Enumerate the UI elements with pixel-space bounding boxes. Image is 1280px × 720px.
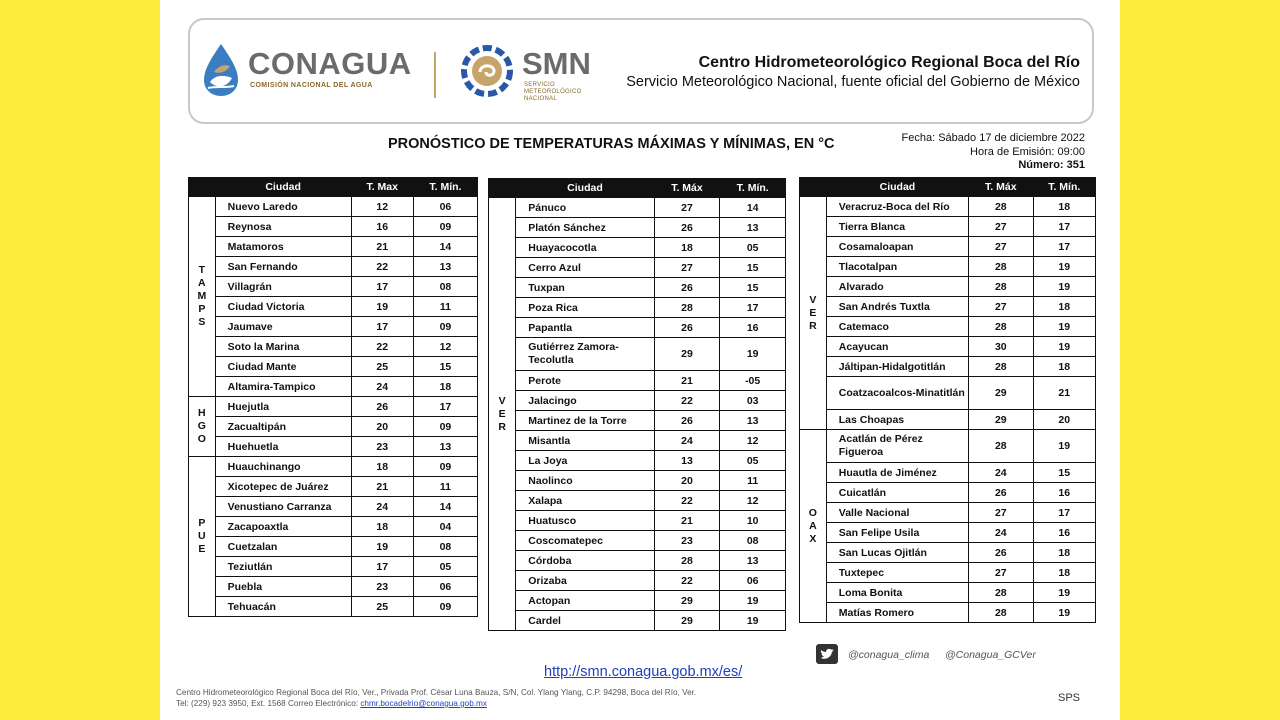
max-temp-cell: 27 [654, 258, 720, 278]
max-temp-cell: 19 [351, 297, 413, 317]
max-temp-cell: 22 [654, 571, 720, 591]
city-cell: Venustiano Carranza [215, 497, 351, 517]
table-row [189, 217, 478, 237]
max-temp-cell: 29 [654, 611, 720, 631]
max-temp-cell: 28 [969, 430, 1033, 463]
city-cell: Papantla [516, 318, 654, 338]
min-temp-cell: 19 [1033, 430, 1095, 463]
min-temp-cell: 17 [1033, 217, 1095, 237]
footer-contact [176, 699, 487, 708]
table-header-row [800, 178, 1096, 197]
max-temp-cell: 27 [969, 563, 1033, 583]
city-cell: Teziutlán [215, 557, 351, 577]
min-temp-cell: 04 [413, 517, 477, 537]
table-row [800, 277, 1096, 297]
max-temp-cell: 28 [969, 357, 1033, 377]
max-temp-cell: 28 [969, 277, 1033, 297]
min-temp-cell: 09 [413, 417, 477, 437]
city-cell: Huejutla [215, 397, 351, 417]
max-temp-cell: 17 [351, 317, 413, 337]
table-row [489, 591, 786, 611]
max-temp-cell: 26 [654, 411, 720, 431]
city-cell: Perote [516, 371, 654, 391]
state-label: T A M P S [189, 197, 216, 397]
city-cell: Martinez de la Torre [516, 411, 654, 431]
city-cell: Alvarado [826, 277, 968, 297]
min-temp-cell: 16 [720, 318, 786, 338]
table-row [489, 531, 786, 551]
table-row [489, 411, 786, 431]
min-header: T. Mín. [720, 179, 786, 198]
min-header: T. Mín. [1033, 178, 1095, 197]
max-temp-cell: 22 [351, 257, 413, 277]
table-row [800, 463, 1096, 483]
min-temp-cell: 16 [1033, 523, 1095, 543]
max-temp-cell: 28 [969, 257, 1033, 277]
city-cell: Platón Sánchez [516, 218, 654, 238]
city-header: Ciudad [826, 178, 968, 197]
city-cell: Cuetzalan [215, 537, 351, 557]
issue-time: Hora de Emisión: 09:00 [970, 145, 1085, 158]
forecast-table-2 [488, 178, 786, 631]
smn-website-link[interactable]: http://smn.conagua.gob.mx/es/ [544, 664, 743, 680]
table-row [189, 457, 478, 477]
city-cell: Tlacotalpan [826, 257, 968, 277]
min-temp-cell: 11 [413, 297, 477, 317]
twitter-handle-gcver[interactable]: @Conagua_GCVer [945, 649, 1036, 661]
table-row [189, 577, 478, 597]
conagua-subtitle: COMISIÓN NACIONAL DEL AGUA [250, 82, 373, 89]
state-label: H G O [189, 397, 216, 457]
footer-phone: Tel: (229) 923 3950, Ext. 1568 Correo Electrónico: [176, 699, 361, 708]
max-temp-cell: 26 [654, 218, 720, 238]
min-temp-cell: 05 [720, 238, 786, 258]
min-temp-cell: 19 [1033, 583, 1095, 603]
max-temp-cell: 25 [351, 357, 413, 377]
min-temp-cell: 18 [1033, 197, 1095, 217]
max-temp-cell: 21 [654, 371, 720, 391]
table-row [800, 297, 1096, 317]
min-temp-cell: 20 [1033, 410, 1095, 430]
city-cell: Xicotepec de Juárez [215, 477, 351, 497]
table-row [800, 523, 1096, 543]
min-temp-cell: 12 [720, 431, 786, 451]
max-temp-cell: 24 [351, 497, 413, 517]
max-temp-cell: 21 [351, 237, 413, 257]
min-temp-cell: 13 [413, 257, 477, 277]
smn-logo-icon [460, 44, 514, 98]
min-temp-cell: 08 [413, 537, 477, 557]
table-row [189, 237, 478, 257]
city-cell: Acatlán de Pérez Figueroa [826, 430, 968, 463]
city-cell: Cuicatlán [826, 483, 968, 503]
max-temp-cell: 27 [654, 198, 720, 218]
max-temp-cell: 21 [654, 511, 720, 531]
city-cell: Tuxtepec [826, 563, 968, 583]
max-temp-cell: 18 [654, 238, 720, 258]
max-temp-cell: 23 [654, 531, 720, 551]
table-row [800, 483, 1096, 503]
conagua-wordmark: CONAGUA [248, 46, 412, 81]
max-temp-cell: 28 [969, 197, 1033, 217]
table-row [489, 491, 786, 511]
max-temp-cell: 29 [654, 338, 720, 371]
max-temp-cell: 26 [969, 543, 1033, 563]
table-row [800, 337, 1096, 357]
issue-number: Número: 351 [1018, 159, 1085, 171]
table-row [189, 197, 478, 217]
city-cell: Jaumave [215, 317, 351, 337]
table-row [189, 517, 478, 537]
twitter-handle-clima[interactable]: @conagua_clima [848, 649, 930, 661]
min-temp-cell: 18 [1033, 543, 1095, 563]
min-temp-cell: 09 [413, 317, 477, 337]
city-cell: Naolinco [516, 471, 654, 491]
city-cell: Coscomatepec [516, 531, 654, 551]
sps-label: SPS [1058, 692, 1081, 704]
table-row [800, 257, 1096, 277]
max-temp-cell: 22 [351, 337, 413, 357]
min-temp-cell: 16 [1033, 483, 1095, 503]
table-row [189, 437, 478, 457]
max-temp-cell: 28 [654, 551, 720, 571]
min-temp-cell: 10 [720, 511, 786, 531]
table-row [189, 477, 478, 497]
min-temp-cell: 15 [413, 357, 477, 377]
max-temp-cell: 20 [351, 417, 413, 437]
max-temp-cell: 21 [351, 477, 413, 497]
issue-date: Fecha: Sábado 17 de diciembre 2022 [901, 132, 1085, 144]
max-temp-cell: 26 [351, 397, 413, 417]
state-header-cell [800, 178, 827, 197]
min-temp-cell: 18 [1033, 297, 1095, 317]
min-temp-cell: 09 [413, 597, 477, 617]
footer-email-link[interactable]: chmr.bocadelrio@conagua.gob.mx [360, 699, 487, 708]
smn-subtitle: SERVICIO METEOROLÓGICO NACIONAL [524, 82, 582, 102]
min-header: T. Mín. [413, 178, 477, 197]
max-header: T. Máx [969, 178, 1033, 197]
min-temp-cell: 12 [720, 491, 786, 511]
min-temp-cell: 13 [720, 551, 786, 571]
city-header: Ciudad [516, 179, 654, 198]
max-temp-cell: 23 [351, 437, 413, 457]
max-temp-cell: 30 [969, 337, 1033, 357]
max-temp-cell: 26 [654, 278, 720, 298]
table-row [800, 357, 1096, 377]
table-row [489, 258, 786, 278]
table-header-row [189, 178, 478, 197]
min-temp-cell: 14 [413, 237, 477, 257]
table-row [489, 198, 786, 218]
max-temp-cell: 22 [654, 491, 720, 511]
city-cell: Acayucan [826, 337, 968, 357]
table-row [489, 318, 786, 338]
city-cell: Huehuetla [215, 437, 351, 457]
max-temp-cell: 28 [969, 317, 1033, 337]
table-row [800, 217, 1096, 237]
max-temp-cell: 23 [351, 577, 413, 597]
table-row [489, 571, 786, 591]
table-row [189, 277, 478, 297]
table-row [800, 583, 1096, 603]
max-temp-cell: 29 [969, 410, 1033, 430]
min-temp-cell: -05 [720, 371, 786, 391]
city-cell: Huautla de Jiménez [826, 463, 968, 483]
state-label: P U E [189, 457, 216, 617]
table-row [489, 238, 786, 258]
city-cell: Valle Nacional [826, 503, 968, 523]
min-temp-cell: 15 [720, 258, 786, 278]
twitter-icon [816, 644, 838, 664]
max-header: T. Máx [654, 179, 720, 198]
min-temp-cell: 15 [1033, 463, 1095, 483]
max-header: T. Max [351, 178, 413, 197]
table-row [189, 377, 478, 397]
min-temp-cell: 21 [1033, 377, 1095, 410]
min-temp-cell: 06 [413, 577, 477, 597]
min-temp-cell: 19 [1033, 317, 1095, 337]
city-cell: Catemaco [826, 317, 968, 337]
table-row [489, 551, 786, 571]
max-temp-cell: 28 [969, 583, 1033, 603]
city-cell: Tierra Blanca [826, 217, 968, 237]
header-banner [188, 18, 1094, 124]
city-cell: Cerro Azul [516, 258, 654, 278]
min-temp-cell: 06 [720, 571, 786, 591]
city-cell: San Felipe Usila [826, 523, 968, 543]
min-temp-cell: 17 [413, 397, 477, 417]
table-row [189, 317, 478, 337]
min-temp-cell: 17 [1033, 503, 1095, 523]
min-temp-cell: 08 [413, 277, 477, 297]
min-temp-cell: 05 [413, 557, 477, 577]
max-temp-cell: 28 [969, 603, 1033, 623]
city-cell: San Fernando [215, 257, 351, 277]
max-temp-cell: 24 [969, 463, 1033, 483]
min-temp-cell: 19 [1033, 257, 1095, 277]
conagua-logo-icon [200, 42, 242, 98]
table-row [800, 197, 1096, 217]
table-row [189, 397, 478, 417]
table-row [489, 391, 786, 411]
table-row [189, 597, 478, 617]
city-cell: Xalapa [516, 491, 654, 511]
city-cell: Coatzacoalcos-Minatitlán [826, 377, 968, 410]
city-cell: Córdoba [516, 551, 654, 571]
min-temp-cell: 09 [413, 217, 477, 237]
city-cell: San Andrés Tuxtla [826, 297, 968, 317]
min-temp-cell: 05 [720, 451, 786, 471]
table-row [489, 218, 786, 238]
min-temp-cell: 08 [720, 531, 786, 551]
max-temp-cell: 20 [654, 471, 720, 491]
table-row [800, 430, 1096, 463]
city-cell: Soto la Marina [215, 337, 351, 357]
city-cell: Matamoros [215, 237, 351, 257]
min-temp-cell: 13 [720, 218, 786, 238]
city-cell: Nuevo Laredo [215, 197, 351, 217]
table-row [489, 338, 786, 371]
min-temp-cell: 15 [720, 278, 786, 298]
table-row [189, 537, 478, 557]
table-row [800, 237, 1096, 257]
state-label: V E R [800, 197, 827, 430]
city-cell: Huatusco [516, 511, 654, 531]
city-header: Ciudad [215, 178, 351, 197]
table-row [489, 471, 786, 491]
table-row [800, 317, 1096, 337]
state-header-cell [489, 179, 516, 198]
table-row [189, 497, 478, 517]
city-cell: Gutiérrez Zamora-Tecolutla [516, 338, 654, 371]
city-cell: Las Choapas [826, 410, 968, 430]
min-temp-cell: 14 [413, 497, 477, 517]
max-temp-cell: 22 [654, 391, 720, 411]
min-temp-cell: 19 [1033, 277, 1095, 297]
table-row [489, 371, 786, 391]
min-temp-cell: 19 [1033, 603, 1095, 623]
smn-wordmark: SMN [522, 46, 591, 81]
city-cell: La Joya [516, 451, 654, 471]
city-cell: Pánuco [516, 198, 654, 218]
footer-address: Centro Hidrometeorológico Regional Boca del Río, Ver., Privada Prof. César Luna Bauza, S/N, Col. Ylang Ylang, C.P. 94298, Boca del Río, Ver. [176, 688, 697, 697]
min-temp-cell: 12 [413, 337, 477, 357]
city-cell: Veracruz-Boca del Río [826, 197, 968, 217]
min-temp-cell: 19 [720, 611, 786, 631]
table-row [800, 543, 1096, 563]
city-cell: Ciudad Mante [215, 357, 351, 377]
center-subtitle: Servicio Meteorológico Nacional, fuente oficial del Gobierno de México [626, 74, 1080, 90]
forecast-table-1 [188, 177, 478, 617]
table-row [189, 297, 478, 317]
min-temp-cell: 18 [1033, 563, 1095, 583]
table-row [489, 278, 786, 298]
max-temp-cell: 28 [654, 298, 720, 318]
max-temp-cell: 25 [351, 597, 413, 617]
max-temp-cell: 18 [351, 457, 413, 477]
min-temp-cell: 17 [1033, 237, 1095, 257]
logo-divider [434, 52, 436, 98]
city-cell: San Lucas Ojitlán [826, 543, 968, 563]
table-row [489, 511, 786, 531]
center-name: Centro Hidrometeorológico Regional Boca del Río [698, 54, 1080, 71]
min-temp-cell: 13 [720, 411, 786, 431]
city-cell: Tehuacán [215, 597, 351, 617]
max-temp-cell: 24 [969, 523, 1033, 543]
city-cell: Zacualtipán [215, 417, 351, 437]
min-temp-cell: 11 [720, 471, 786, 491]
min-temp-cell: 19 [720, 338, 786, 371]
table-row [489, 431, 786, 451]
max-temp-cell: 17 [351, 277, 413, 297]
city-cell: Orizaba [516, 571, 654, 591]
max-temp-cell: 13 [654, 451, 720, 471]
state-label: O A X [800, 430, 827, 623]
min-temp-cell: 17 [720, 298, 786, 318]
max-temp-cell: 24 [351, 377, 413, 397]
max-temp-cell: 29 [969, 377, 1033, 410]
city-cell: Actopan [516, 591, 654, 611]
max-temp-cell: 27 [969, 503, 1033, 523]
state-label: V E R [489, 198, 516, 631]
max-temp-cell: 26 [969, 483, 1033, 503]
city-cell: Reynosa [215, 217, 351, 237]
table-header-row [489, 179, 786, 198]
city-cell: Puebla [215, 577, 351, 597]
city-cell: Jáltipan-Hidalgotitlán [826, 357, 968, 377]
city-cell: Zacapoaxtla [215, 517, 351, 537]
max-temp-cell: 18 [351, 517, 413, 537]
table-row [800, 503, 1096, 523]
table-row [189, 337, 478, 357]
max-temp-cell: 27 [969, 297, 1033, 317]
min-temp-cell: 06 [413, 197, 477, 217]
table-row [489, 611, 786, 631]
city-cell: Jalacingo [516, 391, 654, 411]
city-cell: Matías Romero [826, 603, 968, 623]
min-temp-cell: 03 [720, 391, 786, 411]
min-temp-cell: 13 [413, 437, 477, 457]
min-temp-cell: 19 [720, 591, 786, 611]
issue-meta [902, 132, 1085, 173]
max-temp-cell: 16 [351, 217, 413, 237]
min-temp-cell: 19 [1033, 337, 1095, 357]
table-row [800, 410, 1096, 430]
city-cell: Tuxpan [516, 278, 654, 298]
forecast-table-3 [799, 177, 1096, 623]
min-temp-cell: 11 [413, 477, 477, 497]
table-row [189, 557, 478, 577]
city-cell: Huayacocotla [516, 238, 654, 258]
min-temp-cell: 09 [413, 457, 477, 477]
min-temp-cell: 18 [413, 377, 477, 397]
min-temp-cell: 18 [1033, 357, 1095, 377]
table-row [489, 298, 786, 318]
max-temp-cell: 17 [351, 557, 413, 577]
city-cell: Villagrán [215, 277, 351, 297]
table-row [489, 451, 786, 471]
max-temp-cell: 19 [351, 537, 413, 557]
city-cell: Altamira-Tampico [215, 377, 351, 397]
max-temp-cell: 27 [969, 217, 1033, 237]
table-row [800, 377, 1096, 410]
max-temp-cell: 24 [654, 431, 720, 451]
city-cell: Poza Rica [516, 298, 654, 318]
city-cell: Ciudad Victoria [215, 297, 351, 317]
max-temp-cell: 12 [351, 197, 413, 217]
table-row [189, 357, 478, 377]
table-row [800, 603, 1096, 623]
document-sheet [160, 0, 1120, 720]
state-header-cell [189, 178, 216, 197]
max-temp-cell: 27 [969, 237, 1033, 257]
city-cell: Cardel [516, 611, 654, 631]
max-temp-cell: 29 [654, 591, 720, 611]
table-row [189, 257, 478, 277]
city-cell: Huauchinango [215, 457, 351, 477]
city-cell: Cosamaloapan [826, 237, 968, 257]
city-cell: Loma Bonita [826, 583, 968, 603]
table-row [800, 563, 1096, 583]
min-temp-cell: 14 [720, 198, 786, 218]
page-title: PRONÓSTICO DE TEMPERATURAS MÁXIMAS Y MÍNIMAS, EN °C [388, 136, 835, 152]
city-cell: Misantla [516, 431, 654, 451]
table-row [189, 417, 478, 437]
max-temp-cell: 26 [654, 318, 720, 338]
